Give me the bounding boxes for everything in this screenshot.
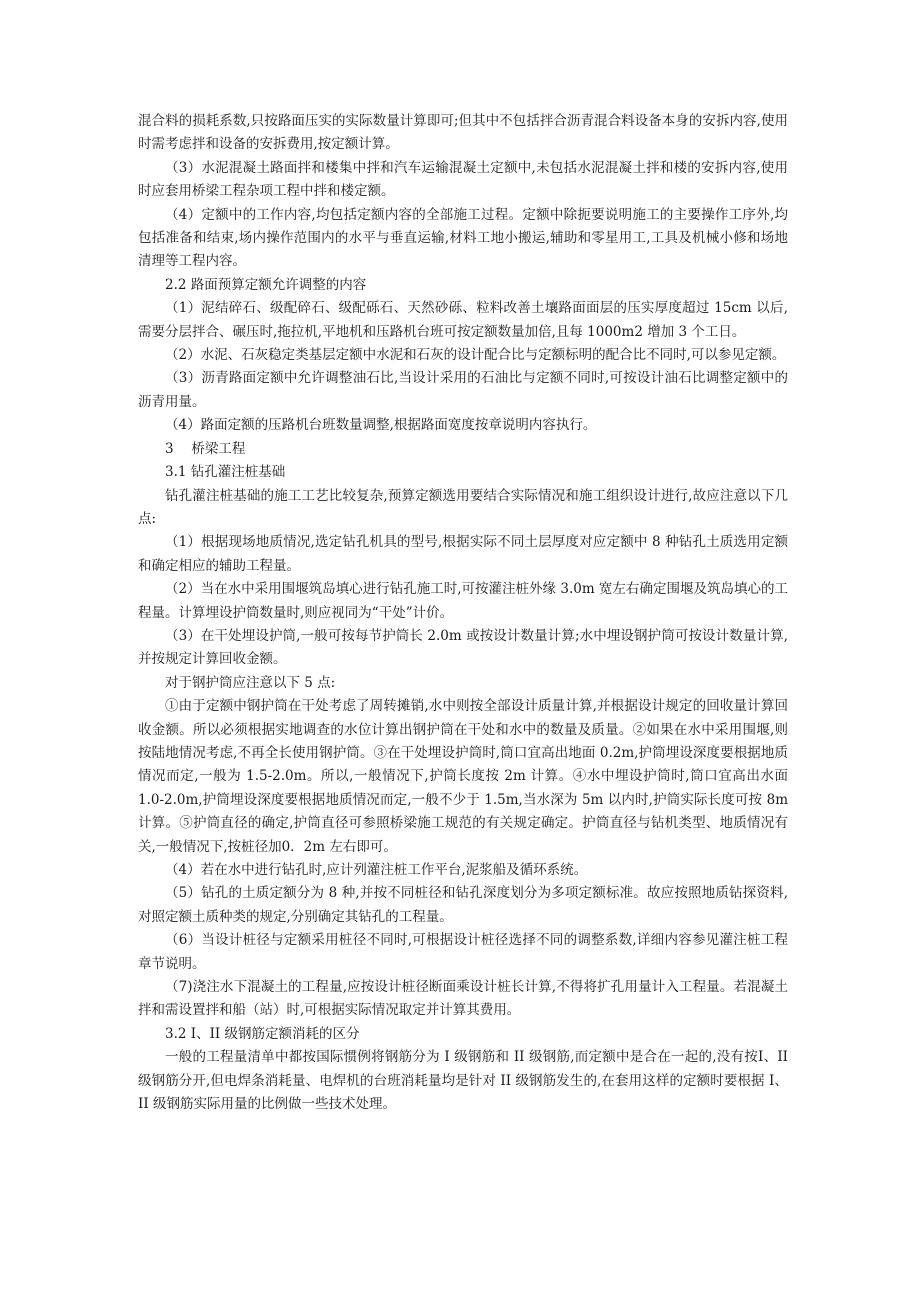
paragraph: （3）沥青路面定额中允许调整油石比,当设计采用的石油比与定额不同时,可按设计油石比调整定额中的沥青用量。 (138, 370, 788, 410)
paragraph: （3）水泥混凝土路面拌和楼集中拌和汽车运输混凝土定额中,未包括水泥混凝土拌和楼的安拆内容,使用时应套用桥梁工程杂项工程中拌和楼定额。 (138, 159, 788, 200)
section-heading: 3.1 钻孔灌注桩基础 (165, 464, 286, 481)
section-heading: 3 桥梁工程 (165, 440, 246, 457)
paragraph: （4）路面定额的压路机台班数量调整,根据路面宽度按章说明内容执行。 (165, 417, 597, 434)
paragraph: （4）若在水中进行钻孔时,应计列灌注桩工作平台,泥浆船及循环系统。 (165, 862, 588, 878)
document-body (138, 110, 788, 1116)
paragraph: （4）定额中的工作内容,均包括定额内容的全部施工过程。定额中除扼要说明施工的主要操作工序外,均包括准备和结束,场内操作范围内的水平与垂直运输,材料工地小搬运,辅助和零星用工,工具及机械小修和场地清理等工程内容。 (138, 206, 788, 270)
paragraph: （1）根据现场地质情况,选定钻孔机具的型号,根据实际不同土层厚度对应定额中 8 种钻孔土质选用定额和确定相应的辅助工程量。 (138, 534, 788, 574)
paragraph: （3）在干处埋设护筒,一般可按每节护筒长 2.0m 或按设计数量计算;水中埋设钢护筒可按设计数量计算,并按规定计算回收金额。 (138, 627, 788, 668)
paragraph: （7)浇注水下混凝土的工程量,应按设计桩径断面乘设计桩长计算,不得将扩孔用量计入工程量。若混凝土拌和需设置拌和船（站）时,可根据实际情况取定并计算其费用。 (138, 979, 788, 1019)
paragraph: 钻孔灌注桩基础的施工工艺比较复杂,预算定额选用要结合实际情况和施工组织设计进行,故应注意以下几点: (138, 487, 788, 527)
paragraph: （1）泥结碎石、级配碎石、级配砾石、天然砂砾、粒料改善土壤路面面层的压实厚度超过 15cm 以后,需要分层拌合、碾压时,拖拉机,平地机和压路机台班可按定额数量加倍,且每 1000m2 增加 3 个工日。 (138, 300, 788, 340)
section-heading: 2.2 路面预算定额允许调整的内容 (165, 276, 367, 293)
paragraph: 一般的工程量清单中都按国际惯例将钢筋分为 I 级钢筋和 II 级钢筋,而定额中是合在一起的,没有按I、II 级钢筋分开,但电焊条消耗量、电焊机的台班消耗量均是针对 II 级钢筋发生的,在套用这样的定额时要根据 I、II 级钢筋实际用量的比例做一些技术处理。 (138, 1049, 788, 1113)
paragraph: （6）当设计桩径与定额采用桩径不同时,可根据设计桩径选择不同的调整系数,详细内容参见灌注桩工程章节说明。 (138, 932, 788, 972)
paragraph: 对于钢护筒应注意以下 5 点: (165, 674, 336, 691)
paragraph: ①由于定额中钢护筒在干处考虑了周转摊销,水中则按全部设计质量计算,并根据设计规定的回收量计算回收金额。所以必须根据实地调查的水位计算出钢护筒在干处和水中的数量及质量。②如果在水中采用围堰,则按陆地情况考虑,不再全长使用钢护筒。③在干处埋设护筒时,筒口宜高出地面 0.2m,护筒埋设深度要根据地质情况而定,一般为 1.5-2.0m。所以,一般情况下,护筒长度按 2m 计算。④水中埋设护筒时,筒口宜高出水面 1.0-2.0m,护筒埋设深度要根据地质情况而定,一般不少于 1.5m,当水深为 5m 以内时,护筒实际长度可按 8m 计算。⑤护筒直径的确定,护筒直径可参照桥梁施工规范的有关规定确定。护筒直径与钻机类型、地质情况有关,一般情况下,按桩径加0．2m 左右即可。 (138, 698, 788, 855)
paragraph: （2）当在水中采用围堰筑岛填心进行钻孔施工时,可按灌注桩外缘 3.0m 宽左右确定围堰及筑岛填心的工程量。计算埋设护筒数量时,则应视同为“干处”计价。 (138, 581, 788, 621)
paragraph: 混合料的损耗系数,只按路面压实的实际数量计算即可;但其中不包括拌合沥青混合料设备本身的安拆内容,使用时需考虑拌和设备的安拆费用,按定额计算。 (138, 113, 788, 153)
paragraph: （2）水泥、石灰稳定类基层定额中水泥和石灰的设计配合比与定额标明的配合比不同时,可以参见定额。 (165, 347, 786, 364)
section-heading: 3.2 I、II 级钢筋定额消耗的区分 (165, 1025, 360, 1042)
paragraph: （5）钻孔的土质定额分为 8 种,并按不同桩径和钻孔深度划分为多项定额标准。故应按照地质钻探资料,对照定额土质种类的规定,分别确定其钻孔的工程量。 (138, 885, 788, 925)
